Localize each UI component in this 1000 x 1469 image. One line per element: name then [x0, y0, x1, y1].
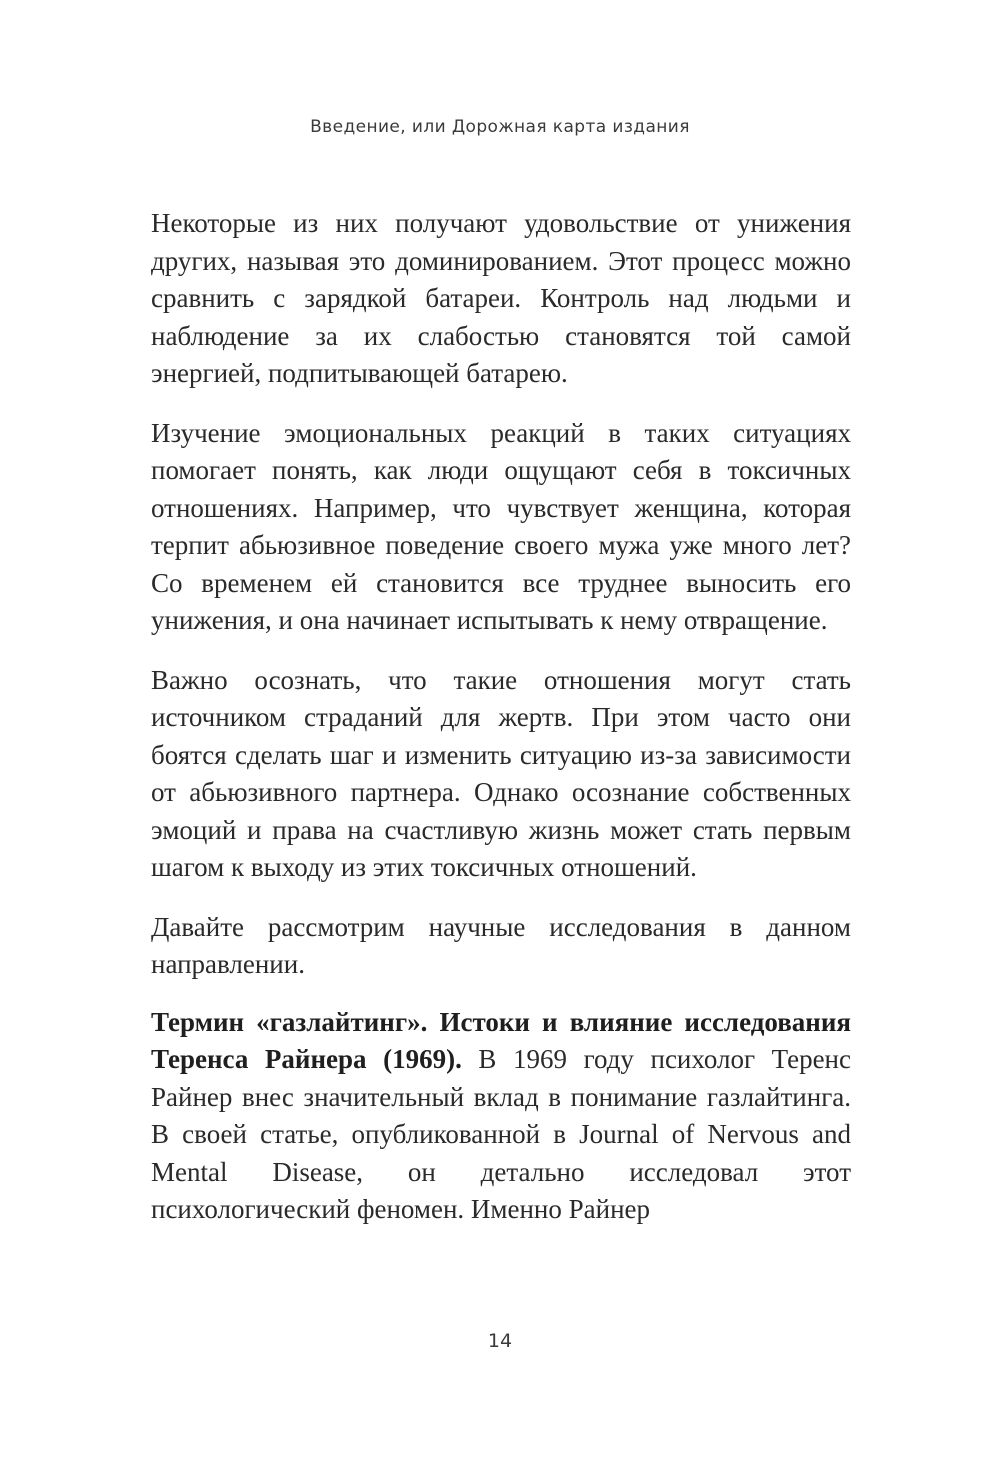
page-body [151, 205, 851, 1251]
page-number: 14 [487, 1330, 513, 1352]
running-header: Введение, или Дорожная карта издания [310, 117, 690, 137]
section-heading: Термин «газлайтинг». Истоки и влияние исследования Теренса Райнера (1969). [151, 1006, 851, 1074]
section-paragraph [151, 1004, 851, 1229]
paragraph: Изучение эмоциональных реакций в таких ситуациях помогает понять, как люди ощущают себя в токсичных отношениях. Например, что чувствует женщина, которая терпит абьюзивное поведение своего мужа уже много лет? Со временем ей становится все труднее выносить его унижения, и она начинает испытывать к нему отвращение. [151, 417, 851, 635]
paragraph: Важно осознать, что такие отношения могут стать источником страданий для жертв. При этом часто они боятся сделать шаг и изменить ситуацию из-за зависимости от абьюзивного партнера. Однако осознание собственных эмоций и права на счастливую жизнь может стать первым шагом к выходу из этих токсичных отношений. [151, 664, 851, 882]
paragraph: Давайте рассмотрим научные исследования в данном направлении. [151, 911, 851, 979]
paragraph: Некоторые из них получают удовольствие от унижения других, называя это доминированием. Этот процесс можно сравнить с зарядкой батареи. Контроль над людьми и наблюдение за их слабостью становятся той самой энергией, подпитывающей батарею. [151, 208, 851, 388]
section-text: В 1969 году психолог Теренс Райнер внес значительный вклад в понимание газлайтинга. В своей статье, опубликованной в Journal of Nervous and Mental Disease, он детально исследовал этот психологический феномен. Именно Райнер [151, 1044, 851, 1224]
